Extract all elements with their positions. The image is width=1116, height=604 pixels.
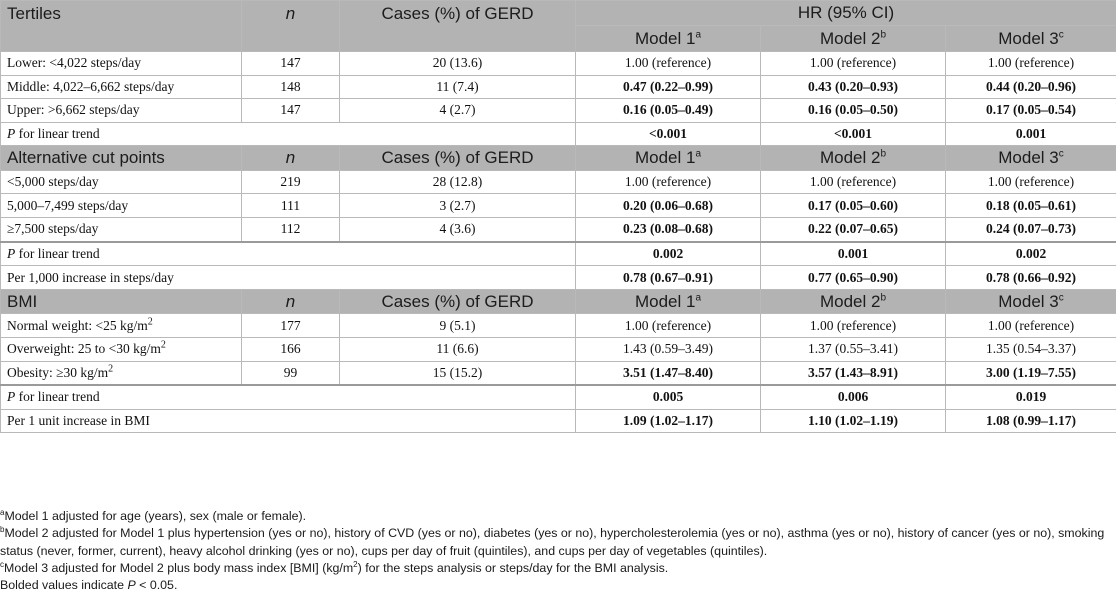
footnote-b: $^b$Model 2 adjusted for Model 1 plus hypertension (yes or no), history of CVD (yes or no), diabetes (yes or no), hypercholesterolemia (yes or no), asthma (yes or no), history of cancer (yes or no), smoking status (never, former, current), heavy alcohol drinking (yes or no), cups per day of fruit (quintiles), and cups per day of vegetables (quintiles). bbox=[0, 525, 1105, 558]
col-header-model-2: Model 2$^b$ bbox=[761, 26, 946, 52]
footnote-a: $^a$Model 1 adjusted for age (years), sex (male or female). bbox=[0, 507, 307, 523]
per-increase-row: Per 1 unit increase in BMI 1.09 (1.02–1.17) 1.10 (1.02–1.19) 1.08 (0.99–1.17) bbox=[1, 409, 1116, 433]
footnote-c: $^c$Model 3 adjusted for Model 2 plus body mass index [BMI] $(kg/m^2)$ for the steps analysis or steps/day for the BMI analysis. bbox=[0, 559, 669, 575]
table-row: ≥7,500 steps/day 112 4 (3.6) 0.23 (0.08–0.68) 0.22 (0.07–0.65) 0.24 (0.07–0.73) bbox=[1, 218, 1116, 242]
table-row: Middle: 4,022–6,662 steps/day 148 11 (7.4) 0.47 (0.22–0.99) 0.43 (0.20–0.93) 0.44 (0.20–0.96) bbox=[1, 75, 1116, 99]
table-row: Lower: <4,022 steps/day 147 20 (13.6) 1.00 (reference) 1.00 (reference) 1.00 (reference) bbox=[1, 52, 1116, 76]
col-header-hr: HR (95% CI) bbox=[576, 1, 1116, 26]
footnote-bold: Bolded values indicate P < 0.05. bbox=[0, 578, 178, 593]
trend-row: P for linear trend 0.005 0.006 0.019 bbox=[1, 385, 1116, 409]
col-header-tertiles: Tertiles bbox=[1, 1, 242, 52]
col-header-n: n bbox=[242, 1, 340, 52]
section-header-alternative: Alternative cut points n Cases (%) of GERD Model 1$^a$ Model 2$^b$ Model 3$^c$ bbox=[1, 146, 1116, 171]
table-row: <5,000 steps/day 219 28 (12.8) 1.00 (reference) 1.00 (reference) 1.00 (reference) bbox=[1, 170, 1116, 194]
trend-row: P for linear trend 0.002 0.001 0.002 bbox=[1, 242, 1116, 266]
header-row-1 bbox=[1, 1, 1116, 26]
col-header-model-3: Model 3$^c$ bbox=[946, 26, 1116, 52]
table-row: Overweight: 25 to <30 $kg/m^2$ 166 11 (6.6) 1.43 (0.59–3.49) 1.37 (0.55–3.41) 1.35 (0.54–3.37) bbox=[1, 337, 1116, 361]
col-header-model-1: Model 1$^a$ bbox=[576, 26, 761, 52]
table-row: Upper: >6,662 steps/day 147 4 (2.7) 0.16 (0.05–0.49) 0.16 (0.05–0.50) 0.17 (0.05–0.54) bbox=[1, 99, 1116, 123]
section-header-bmi: BMI n Cases (%) of GERD Model 1$^a$ Model 2$^b$ Model 3$^c$ bbox=[1, 289, 1116, 314]
trend-row: P for linear trend <0.001 <0.001 0.001 bbox=[1, 122, 1116, 146]
col-header-cases: Cases (%) of GERD bbox=[340, 1, 576, 52]
table-row: 5,000–7,499 steps/day 111 3 (2.7) 0.20 (0.06–0.68) 0.17 (0.05–0.60) 0.18 (0.05–0.61) bbox=[1, 194, 1116, 218]
footnotes bbox=[0, 508, 1116, 594]
per-increase-row: Per 1,000 increase in steps/day 0.78 (0.67–0.91) 0.77 (0.65–0.90) 0.78 (0.66–0.92) bbox=[1, 266, 1116, 290]
table-row: Obesity: ≥30 $kg/m^2$ 99 15 (15.2) 3.51 (1.47–8.40) 3.57 (1.43–8.91) 3.00 (1.19–7.55) bbox=[1, 361, 1116, 385]
table-row: Normal weight: <25 $kg/m^2$ 177 9 (5.1) 1.00 (reference) 1.00 (reference) 1.00 (reference) bbox=[1, 314, 1116, 338]
